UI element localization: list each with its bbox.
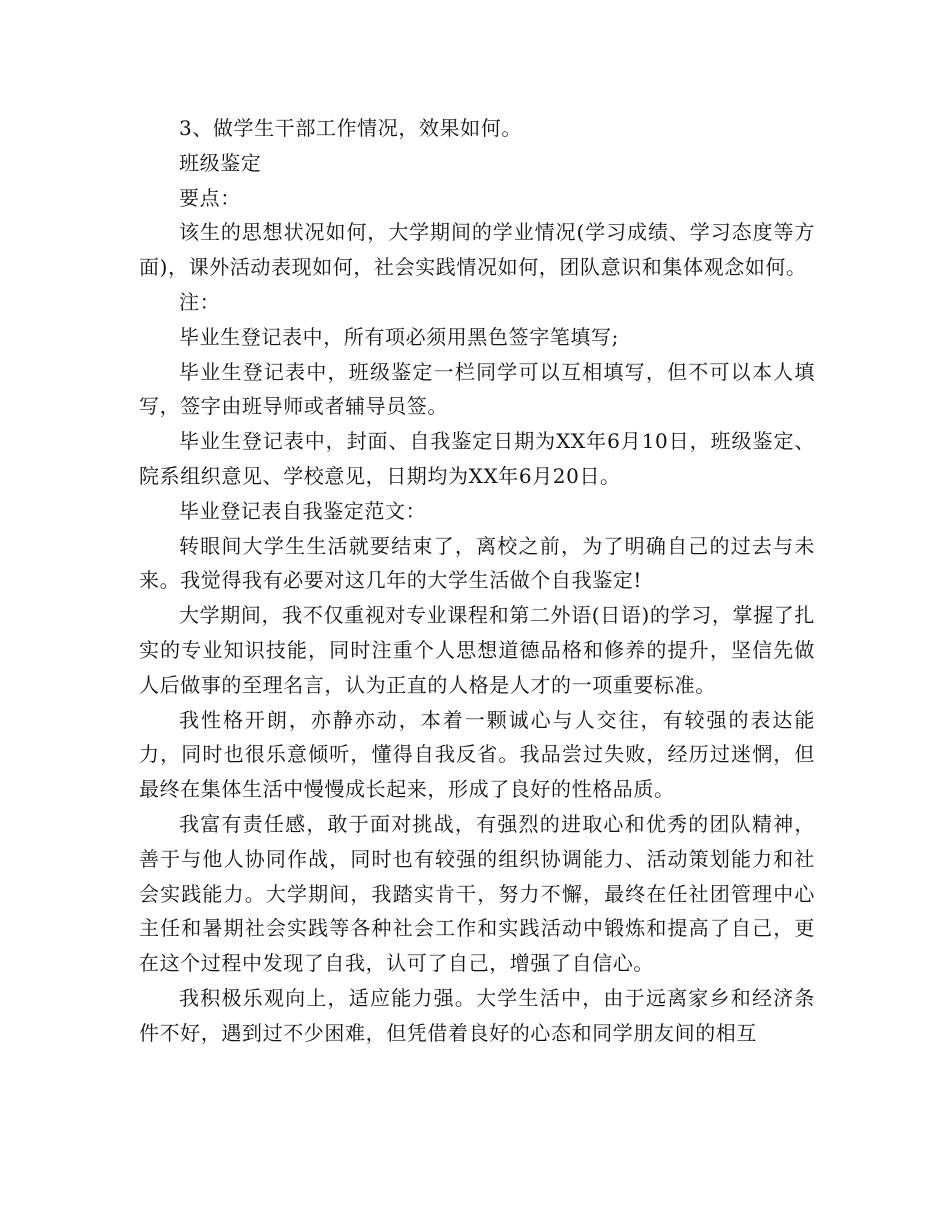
document-body (139, 111, 815, 1051)
heading-class-evaluation: 班级鉴定 (179, 150, 262, 175)
label-notes: 注： (179, 289, 221, 314)
heading-sample-essay: 毕业登记表自我鉴定范文： (179, 498, 427, 523)
paragraph-essay-intro: 转眼间大学生生活就要结束了，离校之前，为了明确自己的过去与未来。我觉得我有必要对这几年的大学生活做个自我鉴定! (139, 533, 815, 593)
paragraph-essay-optimism: 我积极乐观向上，适应能力强。大学生活中，由于远离家乡和经济条件不好，遇到过不少困难，但凭借着良好的心态和同学朋友间的相互 (139, 985, 815, 1045)
paragraph-essay-responsibility: 我富有责任感，敢于面对挑战，有强烈的进取心和优秀的团队精神，善于与他人协同作战，同时也有较强的组织协调能力、活动策划能力和社会实践能力。大学期间，我踏实肯干，努力不懈，最终在任社团管理中心主任和暑期社会实践等各种社会工作和实践活动中锻炼和提高了自己，更在这个过程中发现了自我，认可了自己，增强了自信心。 (139, 811, 815, 976)
paragraph-evaluation-points: 该生的思想状况如何，大学期间的学业情况(学习成绩、学习态度等方面)，课外活动表现如何，社会实践情况如何，团队意识和集体观念如何。 (139, 220, 815, 280)
paragraph-essay-study: 大学期间，我不仅重视对专业课程和第二外语(日语)的学习，掌握了扎实的专业知识技能，同时注重个人思想道德品格和修养的提升，坚信先做人后做事的至理名言，认为正直的人格是人才的一项重要标准。 (139, 603, 815, 697)
paragraph-item-student-cadre: 3、做学生干部工作情况，效果如何。 (179, 116, 522, 140)
label-key-points: 要点： (179, 185, 241, 210)
paragraph-note-dates: 毕业生登记表中，封面、自我鉴定日期为XX年6月10日，班级鉴定、院系组织意见、学校意见，日期均为XX年6月20日。 (139, 429, 815, 488)
paragraph-note-class-evaluation: 毕业生登记表中，班级鉴定一栏同学可以互相填写，但不可以本人填写，签字由班导师或者辅导员签。 (139, 359, 815, 419)
paragraph-essay-personality: 我性格开朗，亦静亦动，本着一颗诚心与人交往，有较强的表达能力，同时也很乐意倾听，懂得自我反省。我品尝过失败，经历过迷惘，但最终在集体生活中慢慢成长起来，形成了良好的性格品质。 (139, 707, 815, 802)
paragraph-note-black-pen: 毕业生登记表中，所有项必须用黑色签字笔填写; (179, 324, 619, 349)
